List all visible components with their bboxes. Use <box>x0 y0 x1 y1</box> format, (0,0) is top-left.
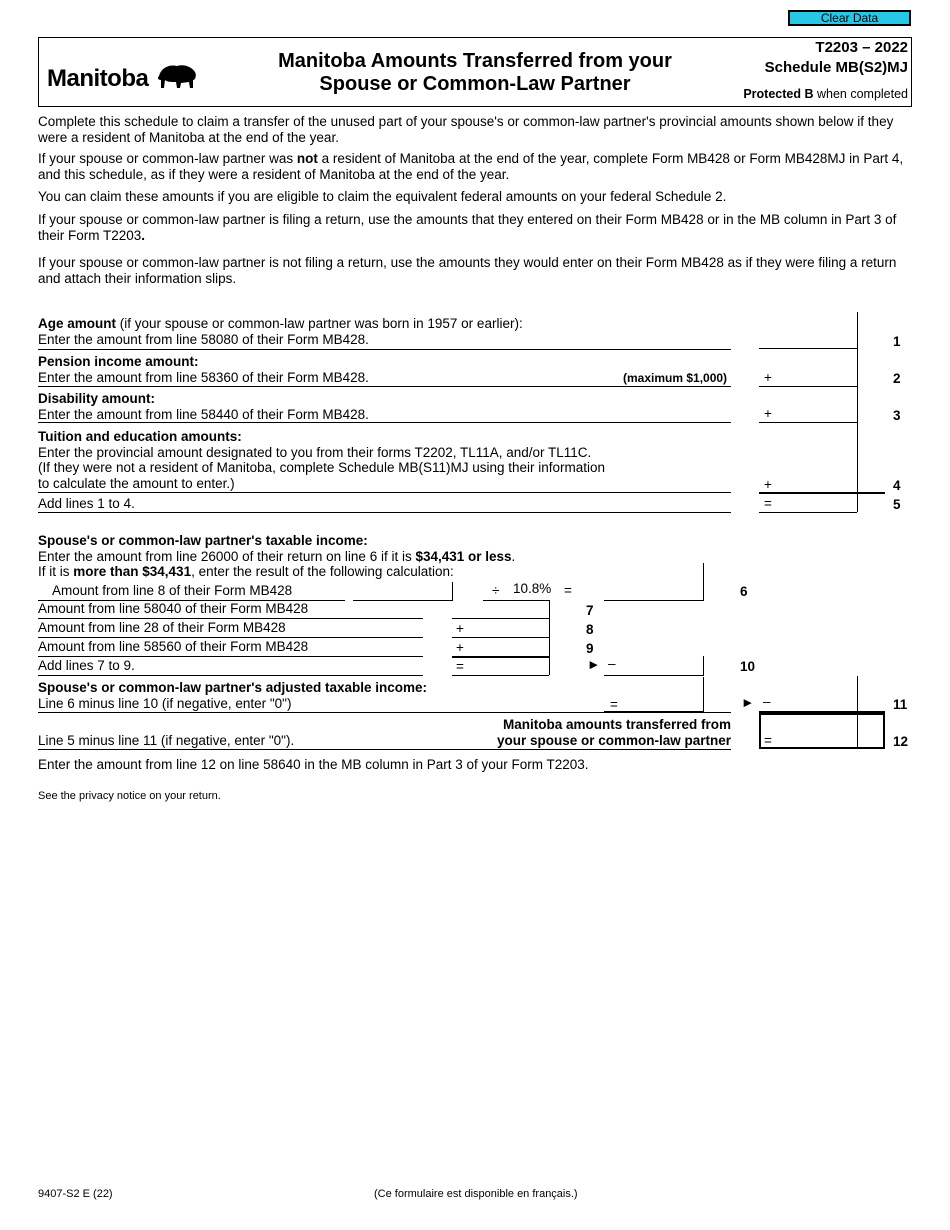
intro-paragraph-3: You can claim these amounts if you are eligible to claim the equivalent federal amounts on your federal Schedule 2. <box>38 189 727 204</box>
line-11-label <box>38 680 427 711</box>
line-4-number: 4 <box>893 478 901 493</box>
line-8-number: 8 <box>586 622 594 637</box>
line-7-input[interactable] <box>452 618 549 619</box>
form-number <box>765 38 908 78</box>
arrow-right-icon: ► <box>587 657 601 672</box>
line-1-suffix: (if your spouse or common-law partner was born in 1957 or earlier): <box>116 316 523 331</box>
line-6-input[interactable] <box>604 600 704 601</box>
privacy-notice: See the privacy notice on your return. <box>38 790 221 802</box>
line-10-divider <box>703 656 704 675</box>
intro-paragraph-2 <box>38 151 908 183</box>
line-5-equals: = <box>764 496 772 511</box>
intro-p4-a: If your spouse or common-law partner is filing a return, use the amounts that they entered on their Form MB428 or in the MB column in Part 3 of their Form T2203 <box>38 212 897 243</box>
line-4-input[interactable] <box>759 492 885 494</box>
income-text-2-bold: more than $34,431 <box>73 564 192 579</box>
row-9-label: Amount from line 58560 of their Form MB428 <box>38 639 309 654</box>
line-12-label: Line 5 minus line 11 (if negative, enter "0"). <box>38 733 295 748</box>
line-2-title: Pension income amount: <box>38 354 199 369</box>
row-7-label: Amount from line 58040 of their Form MB428 <box>38 601 309 616</box>
line-4-title: Tuition and education amounts: <box>38 429 242 444</box>
line-12-number: 12 <box>893 734 909 749</box>
title-line-2: Spouse or Common-Law Partner <box>319 73 631 95</box>
form-number-text: T2203 – 2022 <box>815 39 908 56</box>
row-6-label: Amount from line 8 of their Form MB428 <box>52 583 293 598</box>
bison-icon <box>155 62 199 90</box>
protected-suffix: when completed <box>816 87 908 101</box>
income-text-2b: , enter the result of the following calculation: <box>191 564 454 579</box>
row-10-equals: = <box>456 659 464 674</box>
row-8-label: Amount from line 28 of their Form MB428 <box>38 620 286 635</box>
income-text-2a: If it is <box>38 564 74 579</box>
row-11-equals: = <box>610 697 618 712</box>
line-1-input[interactable] <box>759 348 857 349</box>
row-9-rule <box>38 656 423 657</box>
title-line-1: Manitoba Amounts Transferred from your <box>278 50 672 72</box>
intro-p4-dot: . <box>141 228 146 243</box>
line-10-input[interactable] <box>604 675 704 676</box>
line-4-label <box>38 429 605 491</box>
line-11-divider <box>857 676 858 711</box>
line-4-text-3: to calculate the amount to enter.) <box>38 475 235 491</box>
line-1-label <box>38 316 523 348</box>
row-10-rule <box>38 675 423 676</box>
line-2-rule <box>38 386 731 387</box>
line-12-divider <box>857 713 858 749</box>
logo-text: Manitoba <box>47 65 149 92</box>
line-12-label-2: your spouse or common-law partner <box>496 733 731 748</box>
intro-paragraph-1: Complete this schedule to claim a transfer of the unused part of your spouse's or common-law partner's provincial amounts shown below if they were a resident of Manitoba at the end of the year. <box>38 114 894 145</box>
line-1-title: Age amount <box>38 316 117 331</box>
line-12-rule <box>38 749 731 750</box>
row-10-label: Add lines 7 to 9. <box>38 658 135 673</box>
line-5-input[interactable] <box>759 512 857 513</box>
line-2-input[interactable] <box>759 386 857 387</box>
line-4-text-1: Enter the provincial amount designated to you from their forms T2202, TL11A, and/or TL11C. <box>38 444 592 460</box>
row-6-equals: = <box>564 583 572 598</box>
row-6-amount-input[interactable] <box>353 600 453 601</box>
line-2-number: 2 <box>893 371 901 386</box>
line-9-number: 9 <box>586 641 594 656</box>
adjusted-income-text: Line 6 minus line 10 (if negative, enter "0") <box>38 695 292 711</box>
page-title <box>225 50 725 96</box>
line-3-input[interactable] <box>759 422 857 423</box>
line-7-number: 7 <box>586 603 594 618</box>
line-11-subtotal-divider <box>703 677 704 711</box>
line-1-rule <box>38 349 731 350</box>
income-text-1-bold: $34,431 or less <box>415 548 512 564</box>
intro-p2-a: If your spouse or common-law partner was <box>38 151 297 166</box>
intro-paragraph-4 <box>38 212 908 244</box>
line-3-plus: + <box>764 406 772 421</box>
right-column-line <box>857 312 858 512</box>
intro-paragraph-5: If your spouse or common-law partner is not filing a return, use the amounts they would enter on their Form MB428 as if they were filing a return and attach their information slips. <box>38 255 897 286</box>
row-9-plus: + <box>456 640 464 655</box>
line-11-rule <box>38 712 731 713</box>
line-3-number: 3 <box>893 408 901 423</box>
line-12-instruction: Enter the amount from line 12 on line 58640 in the MB column in Part 3 of your Form T2203. <box>38 757 589 772</box>
intro-p2-b: a resident of Manitoba at the end of the year, complete Form MB428 or Form MB428MJ in Part 4, and this schedule, as if they were a resident of Manitoba at the end of the year. <box>38 151 904 182</box>
line-1-number: 1 <box>893 334 901 349</box>
divide-icon: ÷ <box>492 583 500 598</box>
schedule-text: Schedule MB(S2)MJ <box>764 59 908 76</box>
income-section-label <box>38 533 515 580</box>
line-12-label-1: Manitoba amounts transferred from <box>502 717 731 732</box>
line-10-number: 10 <box>740 659 756 674</box>
rate-value: 10.8% <box>513 581 552 596</box>
line-5-number: 5 <box>893 497 901 512</box>
row-8-rule <box>38 637 423 638</box>
line-10-subtotal-input[interactable] <box>452 675 549 676</box>
line-12-equals: = <box>764 733 772 748</box>
rate-rule <box>483 600 549 601</box>
line-2-label <box>38 354 369 386</box>
protected-label <box>743 87 908 101</box>
row-10-minus: – <box>608 656 616 671</box>
line-11-minus: – <box>763 694 771 709</box>
line-2-text: Enter the amount from line 58360 of their Form MB428. <box>38 370 369 385</box>
row-8-plus: + <box>456 621 464 636</box>
line-3-label <box>38 391 369 423</box>
line-4-text-2: (If they were not a resident of Manitoba, complete Schedule MB(S11)MJ using their information <box>38 460 606 475</box>
line-6-divider <box>703 563 704 600</box>
line-12-input[interactable] <box>759 713 885 749</box>
income-title: Spouse's or common-law partner's taxable income: <box>38 533 368 548</box>
line-3-text: Enter the amount from line 58440 of their Form MB428. <box>38 407 369 422</box>
arrow-right-icon-2: ► <box>741 695 755 710</box>
row-6-divider <box>452 582 453 600</box>
line-3-rule <box>38 422 731 423</box>
manitoba-logo <box>47 62 199 93</box>
line-9-input[interactable] <box>452 656 549 658</box>
line-6-number: 6 <box>740 584 748 599</box>
line-12-total-label <box>497 717 731 749</box>
line-8-input[interactable] <box>452 637 549 638</box>
income-text-1a: Enter the amount from line 26000 of their return on line 6 if it is <box>38 548 416 564</box>
line-2-plus: + <box>764 370 772 385</box>
line-1-text: Enter the amount from line 58080 of their Form MB428. <box>38 332 369 347</box>
row-7-rule <box>38 618 423 619</box>
line-4-plus: + <box>764 477 772 492</box>
line-4-rule <box>38 492 731 493</box>
line-5-label: Add lines 1 to 4. <box>38 496 135 511</box>
line-5-rule <box>38 512 731 513</box>
line-3-title: Disability amount: <box>38 391 156 406</box>
clear-data-button[interactable]: Clear Data <box>788 10 911 26</box>
adjusted-income-title: Spouse's or common-law partner's adjusted taxable income: <box>38 680 428 695</box>
intro-p2-bold: not <box>296 151 318 166</box>
protected-b: Protected B <box>743 87 814 101</box>
form-code: 9407-S2 E (22) <box>38 1188 113 1200</box>
french-availability: (Ce formulaire est disponible en français.) <box>374 1188 578 1200</box>
line-11-number: 11 <box>893 697 908 712</box>
line-2-maximum: (maximum $1,000) <box>623 371 728 385</box>
rows-7-10-divider <box>549 600 550 675</box>
income-text-1b: . <box>511 548 516 564</box>
